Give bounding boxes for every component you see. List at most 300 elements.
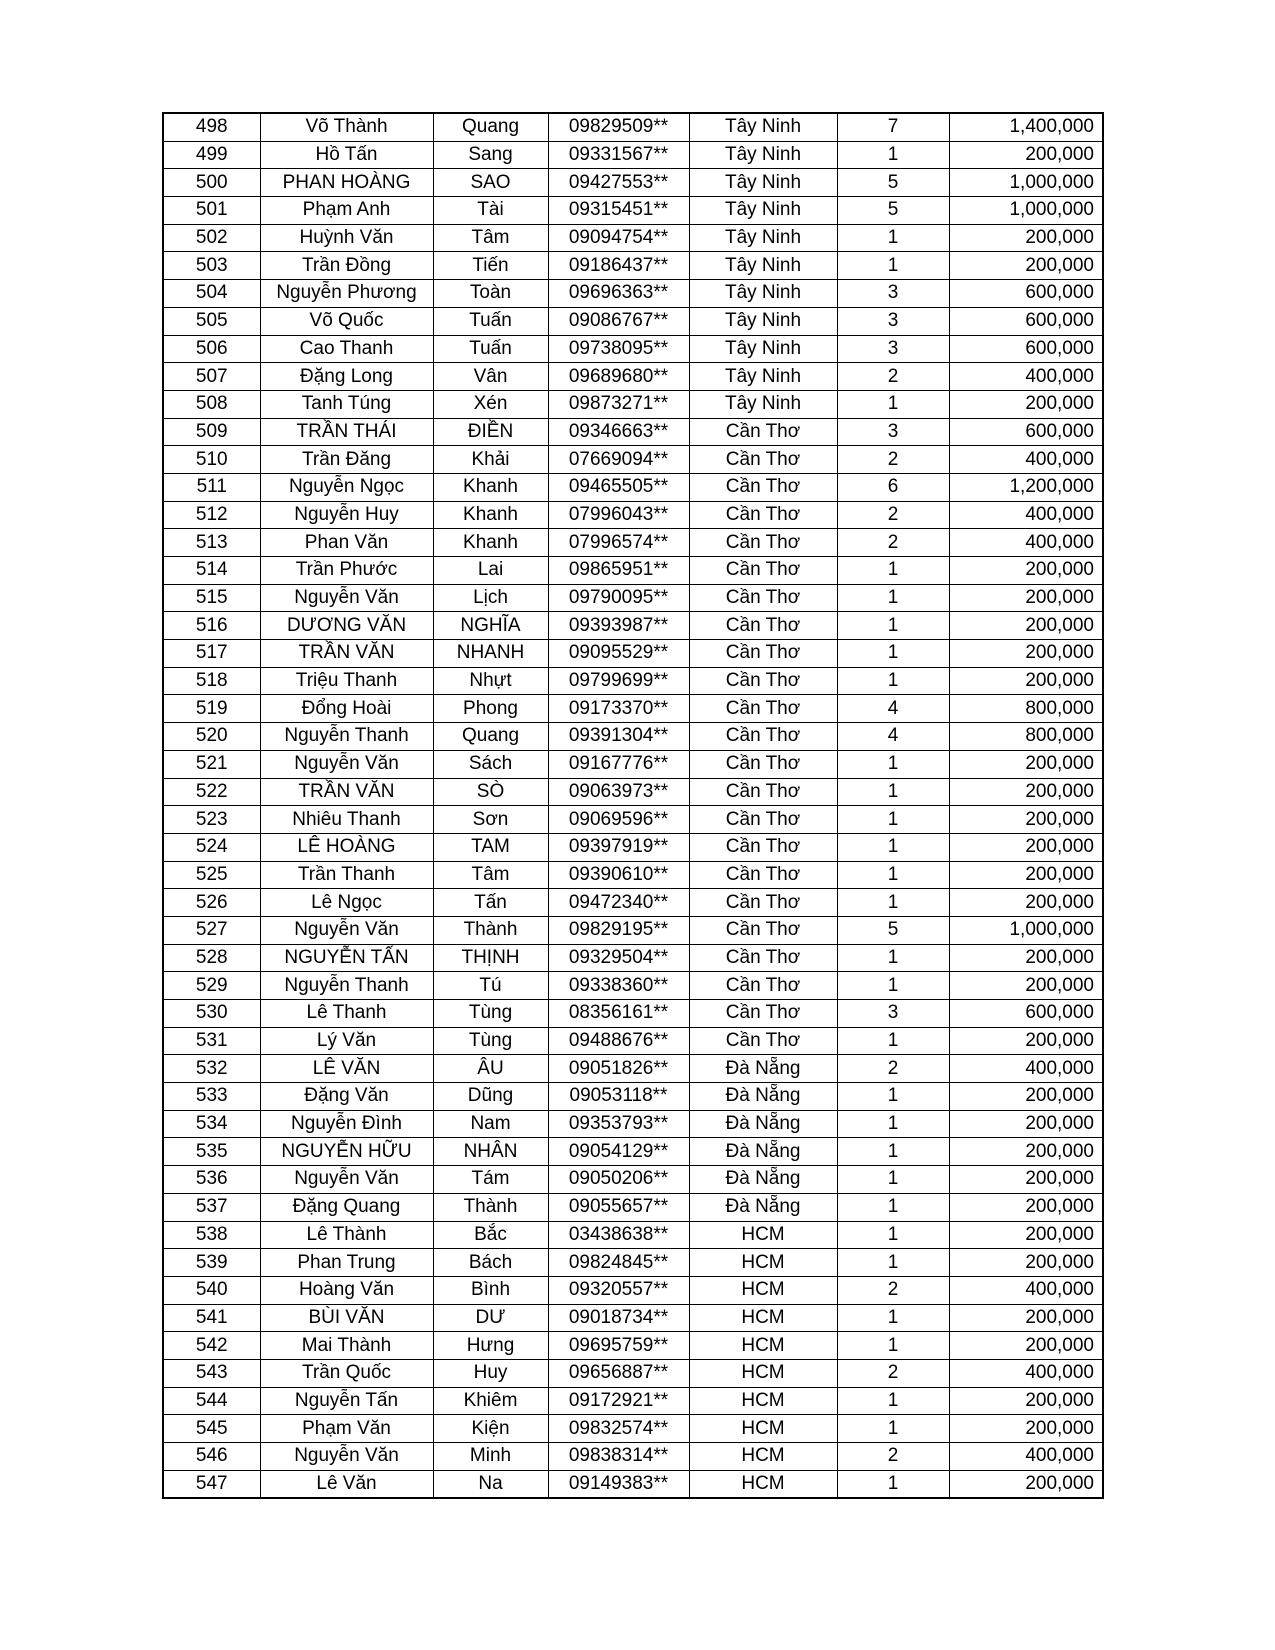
amount-cell: 200,000 — [949, 1387, 1103, 1415]
row-number-cell: 528 — [163, 944, 260, 972]
amount-cell: 400,000 — [949, 1055, 1103, 1083]
quantity-cell: 1 — [837, 584, 949, 612]
table-body — [163, 113, 1103, 1498]
table-row — [163, 501, 1103, 529]
row-number-cell: 537 — [163, 1193, 260, 1221]
province-cell: Cần Thơ — [689, 584, 837, 612]
amount-cell: 400,000 — [949, 501, 1103, 529]
first-name-cell: Tám — [433, 1166, 548, 1194]
table-row — [163, 1249, 1103, 1277]
first-name-cell: Khiêm — [433, 1387, 548, 1415]
row-number-cell: 530 — [163, 1000, 260, 1028]
last-middle-name-cell: Trần Thanh — [260, 861, 433, 889]
row-number-cell: 519 — [163, 695, 260, 723]
table-row — [163, 1138, 1103, 1166]
quantity-cell: 1 — [837, 1304, 949, 1332]
province-cell: Tây Ninh — [689, 113, 837, 141]
province-cell: HCM — [689, 1415, 837, 1443]
table-row — [163, 307, 1103, 335]
first-name-cell: Kiện — [433, 1415, 548, 1443]
amount-cell: 200,000 — [949, 1332, 1103, 1360]
last-middle-name-cell: Mai Thành — [260, 1332, 433, 1360]
row-number-cell: 542 — [163, 1332, 260, 1360]
province-cell: Cần Thơ — [689, 944, 837, 972]
phone-cell: 09338360** — [548, 972, 689, 1000]
amount-cell: 400,000 — [949, 1276, 1103, 1304]
quantity-cell: 1 — [837, 1221, 949, 1249]
last-middle-name-cell: Cao Thanh — [260, 335, 433, 363]
province-cell: HCM — [689, 1276, 837, 1304]
phone-cell: 09656887** — [548, 1359, 689, 1387]
table-row — [163, 1027, 1103, 1055]
phone-cell: 09393987** — [548, 612, 689, 640]
last-middle-name-cell: NGUYỄN HỮU — [260, 1138, 433, 1166]
row-number-cell: 546 — [163, 1443, 260, 1471]
row-number-cell: 543 — [163, 1359, 260, 1387]
table-row — [163, 197, 1103, 225]
last-middle-name-cell: Võ Quốc — [260, 307, 433, 335]
last-middle-name-cell: Trần Đồng — [260, 252, 433, 280]
province-cell: Tây Ninh — [689, 363, 837, 391]
amount-cell: 200,000 — [949, 1027, 1103, 1055]
amount-cell: 200,000 — [949, 1166, 1103, 1194]
last-middle-name-cell: Lê Ngọc — [260, 889, 433, 917]
province-cell: Tây Ninh — [689, 252, 837, 280]
province-cell: Cần Thơ — [689, 473, 837, 501]
row-number-cell: 517 — [163, 640, 260, 668]
phone-cell: 09873271** — [548, 390, 689, 418]
data-table — [162, 112, 1104, 1499]
phone-cell: 09790095** — [548, 584, 689, 612]
row-number-cell: 506 — [163, 335, 260, 363]
amount-cell: 200,000 — [949, 972, 1103, 1000]
first-name-cell: Khanh — [433, 501, 548, 529]
amount-cell: 200,000 — [949, 390, 1103, 418]
province-cell: Cần Thơ — [689, 501, 837, 529]
row-number-cell: 504 — [163, 280, 260, 308]
first-name-cell: Bắc — [433, 1221, 548, 1249]
last-middle-name-cell: Đặng Quang — [260, 1193, 433, 1221]
amount-cell: 600,000 — [949, 418, 1103, 446]
last-middle-name-cell: Lý Văn — [260, 1027, 433, 1055]
quantity-cell: 1 — [837, 1249, 949, 1277]
table-row — [163, 695, 1103, 723]
amount-cell: 200,000 — [949, 612, 1103, 640]
row-number-cell: 507 — [163, 363, 260, 391]
phone-cell: 09069596** — [548, 806, 689, 834]
amount-cell: 200,000 — [949, 1221, 1103, 1249]
province-cell: Cần Thơ — [689, 612, 837, 640]
quantity-cell: 3 — [837, 280, 949, 308]
table-row — [163, 723, 1103, 751]
row-number-cell: 501 — [163, 197, 260, 225]
quantity-cell: 2 — [837, 501, 949, 529]
table-row — [163, 224, 1103, 252]
amount-cell: 200,000 — [949, 1083, 1103, 1111]
phone-cell: 09472340** — [548, 889, 689, 917]
phone-cell: 09320557** — [548, 1276, 689, 1304]
row-number-cell: 511 — [163, 473, 260, 501]
amount-cell: 200,000 — [949, 861, 1103, 889]
amount-cell: 200,000 — [949, 1249, 1103, 1277]
amount-cell: 800,000 — [949, 695, 1103, 723]
phone-cell: 09095529** — [548, 640, 689, 668]
quantity-cell: 2 — [837, 1443, 949, 1471]
first-name-cell: Xén — [433, 390, 548, 418]
quantity-cell: 1 — [837, 557, 949, 585]
phone-cell: 09053118** — [548, 1083, 689, 1111]
first-name-cell: Thành — [433, 1193, 548, 1221]
first-name-cell: DƯ — [433, 1304, 548, 1332]
row-number-cell: 531 — [163, 1027, 260, 1055]
province-cell: Đà Nẵng — [689, 1138, 837, 1166]
last-middle-name-cell: Lê Thanh — [260, 1000, 433, 1028]
last-middle-name-cell: Võ Thành — [260, 113, 433, 141]
first-name-cell: Tài — [433, 197, 548, 225]
first-name-cell: Toàn — [433, 280, 548, 308]
table-row — [163, 1332, 1103, 1360]
province-cell: Cần Thơ — [689, 1000, 837, 1028]
row-number-cell: 523 — [163, 806, 260, 834]
table-row — [163, 363, 1103, 391]
province-cell: HCM — [689, 1387, 837, 1415]
phone-cell: 03438638** — [548, 1221, 689, 1249]
quantity-cell: 1 — [837, 1166, 949, 1194]
row-number-cell: 513 — [163, 529, 260, 557]
row-number-cell: 508 — [163, 390, 260, 418]
first-name-cell: Quang — [433, 723, 548, 751]
province-cell: Đà Nẵng — [689, 1110, 837, 1138]
table-row — [163, 252, 1103, 280]
last-middle-name-cell: DƯƠNG VĂN — [260, 612, 433, 640]
amount-cell: 400,000 — [949, 1359, 1103, 1387]
province-cell: Cần Thơ — [689, 723, 837, 751]
table-row — [163, 335, 1103, 363]
phone-cell: 09695759** — [548, 1332, 689, 1360]
province-cell: Cần Thơ — [689, 667, 837, 695]
quantity-cell: 1 — [837, 1387, 949, 1415]
quantity-cell: 5 — [837, 197, 949, 225]
amount-cell: 200,000 — [949, 833, 1103, 861]
last-middle-name-cell: Nguyễn Thanh — [260, 972, 433, 1000]
first-name-cell: ÂU — [433, 1055, 548, 1083]
amount-cell: 200,000 — [949, 1110, 1103, 1138]
first-name-cell: THỊNH — [433, 944, 548, 972]
last-middle-name-cell: Nguyễn Tấn — [260, 1387, 433, 1415]
row-number-cell: 509 — [163, 418, 260, 446]
row-number-cell: 498 — [163, 113, 260, 141]
table-row — [163, 667, 1103, 695]
province-cell: Cần Thơ — [689, 889, 837, 917]
phone-cell: 09094754** — [548, 224, 689, 252]
quantity-cell: 4 — [837, 723, 949, 751]
amount-cell: 600,000 — [949, 280, 1103, 308]
first-name-cell: NHÂN — [433, 1138, 548, 1166]
row-number-cell: 524 — [163, 833, 260, 861]
last-middle-name-cell: Nguyễn Văn — [260, 916, 433, 944]
first-name-cell: Hưng — [433, 1332, 548, 1360]
phone-cell: 09331567** — [548, 141, 689, 169]
province-cell: Cần Thơ — [689, 833, 837, 861]
first-name-cell: Tấn — [433, 889, 548, 917]
first-name-cell: Tú — [433, 972, 548, 1000]
row-number-cell: 500 — [163, 169, 260, 197]
first-name-cell: SÒ — [433, 778, 548, 806]
quantity-cell: 7 — [837, 113, 949, 141]
quantity-cell: 1 — [837, 1415, 949, 1443]
phone-cell: 09353793** — [548, 1110, 689, 1138]
first-name-cell: SAO — [433, 169, 548, 197]
first-name-cell: Tuấn — [433, 335, 548, 363]
first-name-cell: Lịch — [433, 584, 548, 612]
phone-cell: 09149383** — [548, 1470, 689, 1498]
last-middle-name-cell: Đặng Long — [260, 363, 433, 391]
amount-cell: 400,000 — [949, 446, 1103, 474]
province-cell: Cần Thơ — [689, 695, 837, 723]
table-row — [163, 1000, 1103, 1028]
quantity-cell: 3 — [837, 1000, 949, 1028]
province-cell: Tây Ninh — [689, 141, 837, 169]
quantity-cell: 5 — [837, 916, 949, 944]
table-row — [163, 916, 1103, 944]
amount-cell: 200,000 — [949, 557, 1103, 585]
table-row — [163, 833, 1103, 861]
quantity-cell: 1 — [837, 944, 949, 972]
table-row — [163, 612, 1103, 640]
last-middle-name-cell: Trần Quốc — [260, 1359, 433, 1387]
amount-cell: 200,000 — [949, 252, 1103, 280]
quantity-cell: 5 — [837, 169, 949, 197]
last-middle-name-cell: Nhiêu Thanh — [260, 806, 433, 834]
quantity-cell: 2 — [837, 1359, 949, 1387]
table-row — [163, 1276, 1103, 1304]
quantity-cell: 1 — [837, 390, 949, 418]
quantity-cell: 3 — [837, 418, 949, 446]
row-number-cell: 536 — [163, 1166, 260, 1194]
province-cell: Tây Ninh — [689, 335, 837, 363]
table-row — [163, 972, 1103, 1000]
row-number-cell: 527 — [163, 916, 260, 944]
province-cell: Cần Thơ — [689, 861, 837, 889]
table-row — [163, 1443, 1103, 1471]
last-middle-name-cell: TRẦN VĂN — [260, 640, 433, 668]
last-middle-name-cell: TRẦN VĂN — [260, 778, 433, 806]
amount-cell: 200,000 — [949, 889, 1103, 917]
row-number-cell: 505 — [163, 307, 260, 335]
row-number-cell: 534 — [163, 1110, 260, 1138]
row-number-cell: 532 — [163, 1055, 260, 1083]
row-number-cell: 521 — [163, 750, 260, 778]
amount-cell: 200,000 — [949, 224, 1103, 252]
amount-cell: 600,000 — [949, 1000, 1103, 1028]
table-row — [163, 446, 1103, 474]
last-middle-name-cell: Hoàng Văn — [260, 1276, 433, 1304]
first-name-cell: Na — [433, 1470, 548, 1498]
province-cell: HCM — [689, 1470, 837, 1498]
amount-cell: 200,000 — [949, 1415, 1103, 1443]
first-name-cell: Thành — [433, 916, 548, 944]
phone-cell: 09824845** — [548, 1249, 689, 1277]
table-row — [163, 473, 1103, 501]
table-row — [163, 1055, 1103, 1083]
last-middle-name-cell: Phan Văn — [260, 529, 433, 557]
phone-cell: 07996574** — [548, 529, 689, 557]
last-middle-name-cell: Đổng Hoài — [260, 695, 433, 723]
phone-cell: 09391304** — [548, 723, 689, 751]
quantity-cell: 1 — [837, 252, 949, 280]
row-number-cell: 538 — [163, 1221, 260, 1249]
phone-cell: 09186437** — [548, 252, 689, 280]
quantity-cell: 1 — [837, 612, 949, 640]
first-name-cell: Vân — [433, 363, 548, 391]
last-middle-name-cell: Nguyễn Văn — [260, 1443, 433, 1471]
quantity-cell: 1 — [837, 1110, 949, 1138]
last-middle-name-cell: Huỳnh Văn — [260, 224, 433, 252]
last-middle-name-cell: BÙI VĂN — [260, 1304, 433, 1332]
table-row — [163, 390, 1103, 418]
phone-cell: 09018734** — [548, 1304, 689, 1332]
last-middle-name-cell: LÊ VĂN — [260, 1055, 433, 1083]
table-row — [163, 169, 1103, 197]
amount-cell: 200,000 — [949, 1304, 1103, 1332]
table-row — [163, 1083, 1103, 1111]
last-middle-name-cell: Nguyễn Phương — [260, 280, 433, 308]
last-middle-name-cell: PHAN HOÀNG — [260, 169, 433, 197]
province-cell: HCM — [689, 1443, 837, 1471]
first-name-cell: Tâm — [433, 224, 548, 252]
amount-cell: 200,000 — [949, 1193, 1103, 1221]
quantity-cell: 1 — [837, 806, 949, 834]
amount-cell: 200,000 — [949, 1470, 1103, 1498]
last-middle-name-cell: TRẦN THÁI — [260, 418, 433, 446]
first-name-cell: Khải — [433, 446, 548, 474]
phone-cell: 09329504** — [548, 944, 689, 972]
province-cell: Cần Thơ — [689, 418, 837, 446]
amount-cell: 200,000 — [949, 640, 1103, 668]
province-cell: Tây Ninh — [689, 307, 837, 335]
quantity-cell: 1 — [837, 640, 949, 668]
province-cell: Cần Thơ — [689, 972, 837, 1000]
amount-cell: 1,000,000 — [949, 916, 1103, 944]
phone-cell: 09829509** — [548, 113, 689, 141]
quantity-cell: 1 — [837, 972, 949, 1000]
quantity-cell: 1 — [837, 861, 949, 889]
amount-cell: 1,000,000 — [949, 169, 1103, 197]
table-row — [163, 1415, 1103, 1443]
table-row — [163, 557, 1103, 585]
phone-cell: 09488676** — [548, 1027, 689, 1055]
province-cell: Cần Thơ — [689, 640, 837, 668]
amount-cell: 400,000 — [949, 363, 1103, 391]
table-row — [163, 1304, 1103, 1332]
row-number-cell: 547 — [163, 1470, 260, 1498]
phone-cell: 09832574** — [548, 1415, 689, 1443]
province-cell: HCM — [689, 1221, 837, 1249]
row-number-cell: 512 — [163, 501, 260, 529]
amount-cell: 200,000 — [949, 141, 1103, 169]
quantity-cell: 2 — [837, 363, 949, 391]
phone-cell: 09172921** — [548, 1387, 689, 1415]
last-middle-name-cell: Nguyễn Văn — [260, 584, 433, 612]
last-middle-name-cell: Nguyễn Văn — [260, 1166, 433, 1194]
phone-cell: 09167776** — [548, 750, 689, 778]
quantity-cell: 2 — [837, 1276, 949, 1304]
phone-cell: 09390610** — [548, 861, 689, 889]
province-cell: Đà Nẵng — [689, 1055, 837, 1083]
row-number-cell: 529 — [163, 972, 260, 1000]
phone-cell: 09829195** — [548, 916, 689, 944]
last-middle-name-cell: NGUYỄN TẤN — [260, 944, 433, 972]
table-row — [163, 113, 1103, 141]
phone-cell: 09689680** — [548, 363, 689, 391]
province-cell: HCM — [689, 1332, 837, 1360]
table-row — [163, 418, 1103, 446]
first-name-cell: Tiến — [433, 252, 548, 280]
amount-cell: 1,400,000 — [949, 113, 1103, 141]
phone-cell: 09173370** — [548, 695, 689, 723]
phone-cell: 09799699** — [548, 667, 689, 695]
row-number-cell: 522 — [163, 778, 260, 806]
last-middle-name-cell: Triệu Thanh — [260, 667, 433, 695]
table-row — [163, 1221, 1103, 1249]
quantity-cell: 3 — [837, 307, 949, 335]
quantity-cell: 3 — [837, 335, 949, 363]
table-row — [163, 778, 1103, 806]
row-number-cell: 503 — [163, 252, 260, 280]
last-middle-name-cell: Nguyễn Huy — [260, 501, 433, 529]
province-cell: HCM — [689, 1359, 837, 1387]
province-cell: Tây Ninh — [689, 280, 837, 308]
first-name-cell: Bách — [433, 1249, 548, 1277]
row-number-cell: 525 — [163, 861, 260, 889]
table-row — [163, 584, 1103, 612]
first-name-cell: Khanh — [433, 529, 548, 557]
phone-cell: 09051826** — [548, 1055, 689, 1083]
quantity-cell: 2 — [837, 529, 949, 557]
row-number-cell: 515 — [163, 584, 260, 612]
quantity-cell: 2 — [837, 446, 949, 474]
amount-cell: 1,000,000 — [949, 197, 1103, 225]
quantity-cell: 1 — [837, 1470, 949, 1498]
first-name-cell: Tâm — [433, 861, 548, 889]
amount-cell: 200,000 — [949, 806, 1103, 834]
phone-cell: 09838314** — [548, 1443, 689, 1471]
row-number-cell: 516 — [163, 612, 260, 640]
row-number-cell: 514 — [163, 557, 260, 585]
amount-cell: 400,000 — [949, 1443, 1103, 1471]
phone-cell: 09397919** — [548, 833, 689, 861]
last-middle-name-cell: Lê Văn — [260, 1470, 433, 1498]
province-cell: Tây Ninh — [689, 390, 837, 418]
last-middle-name-cell: Phạm Anh — [260, 197, 433, 225]
province-cell: Đà Nẵng — [689, 1083, 837, 1111]
quantity-cell: 1 — [837, 1193, 949, 1221]
first-name-cell: Tuấn — [433, 307, 548, 335]
amount-cell: 400,000 — [949, 529, 1103, 557]
phone-cell: 09086767** — [548, 307, 689, 335]
row-number-cell: 533 — [163, 1083, 260, 1111]
table-row — [163, 889, 1103, 917]
row-number-cell: 520 — [163, 723, 260, 751]
amount-cell: 200,000 — [949, 667, 1103, 695]
province-cell: HCM — [689, 1304, 837, 1332]
quantity-cell: 1 — [837, 667, 949, 695]
first-name-cell: Nam — [433, 1110, 548, 1138]
row-number-cell: 502 — [163, 224, 260, 252]
first-name-cell: NGHĨA — [433, 612, 548, 640]
amount-cell: 200,000 — [949, 750, 1103, 778]
province-cell: Đà Nẵng — [689, 1193, 837, 1221]
